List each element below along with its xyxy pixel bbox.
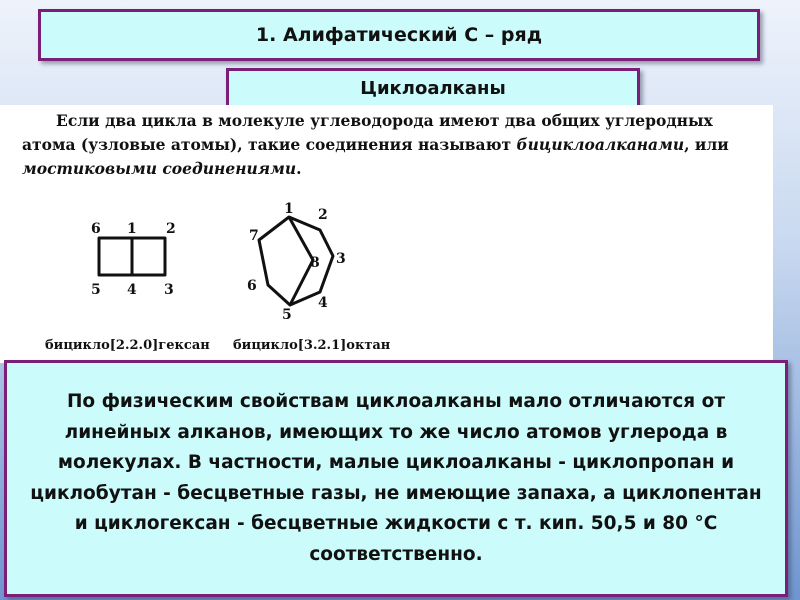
atom-label: 2 xyxy=(166,221,176,237)
slide-title xyxy=(38,9,760,61)
paragraph-part-3: . xyxy=(296,159,302,178)
atom-label: 7 xyxy=(249,228,259,244)
physical-properties-text: По физическим свойствам циклоалканы мало отличаются от линейных алканов, имеющих то же число атомов углерода в молекулах. В частности, малые циклоалканы - циклопропан и циклобутан - бесцветные газы, не имеющие запаха, а циклопентан и циклогексан - бесцветные жидкости с т. кип. 50,5 и 80 °С соответственно. xyxy=(30,391,762,565)
slide-subtitle-text: Циклоалканы xyxy=(360,77,506,99)
bicyclohexane-caption: бицикло[2.2.0]гексан xyxy=(45,338,210,353)
bicyclooctane-structure xyxy=(233,201,391,353)
paragraph-part-2: , или xyxy=(684,135,729,154)
atom-label: 5 xyxy=(91,282,101,298)
atom-label: 2 xyxy=(318,207,328,223)
atom-label: 6 xyxy=(91,221,101,237)
paragraph-part-1: Если два цикла в молекуле углеводорода имеют два общих углеродных атома (узловые атомы), такие соединения называют xyxy=(22,111,713,154)
term-bicycloalkanes: бициклоалканами xyxy=(516,135,685,154)
atom-label: 1 xyxy=(284,201,294,217)
atom-label: 8 xyxy=(310,255,320,271)
bicyclohexane-structure xyxy=(45,221,210,353)
atom-label: 3 xyxy=(336,251,346,267)
bicyclooctane-caption: бицикло[3.2.1]октан xyxy=(233,338,391,353)
structure-diagrams xyxy=(0,105,773,363)
term-bridged-compounds: мостиковыми соединениями xyxy=(22,159,297,178)
scanned-document-panel xyxy=(0,105,773,363)
slide-title-text: 1. Алифатический С – ряд xyxy=(255,24,543,46)
atom-label: 3 xyxy=(164,282,174,298)
atom-label: 1 xyxy=(127,221,137,237)
physical-properties-box xyxy=(4,360,788,597)
atom-label: 4 xyxy=(318,295,328,311)
atom-label: 5 xyxy=(282,307,292,323)
atom-label: 6 xyxy=(247,278,257,294)
slide-subtitle xyxy=(226,68,640,108)
atom-label: 4 xyxy=(127,282,137,298)
